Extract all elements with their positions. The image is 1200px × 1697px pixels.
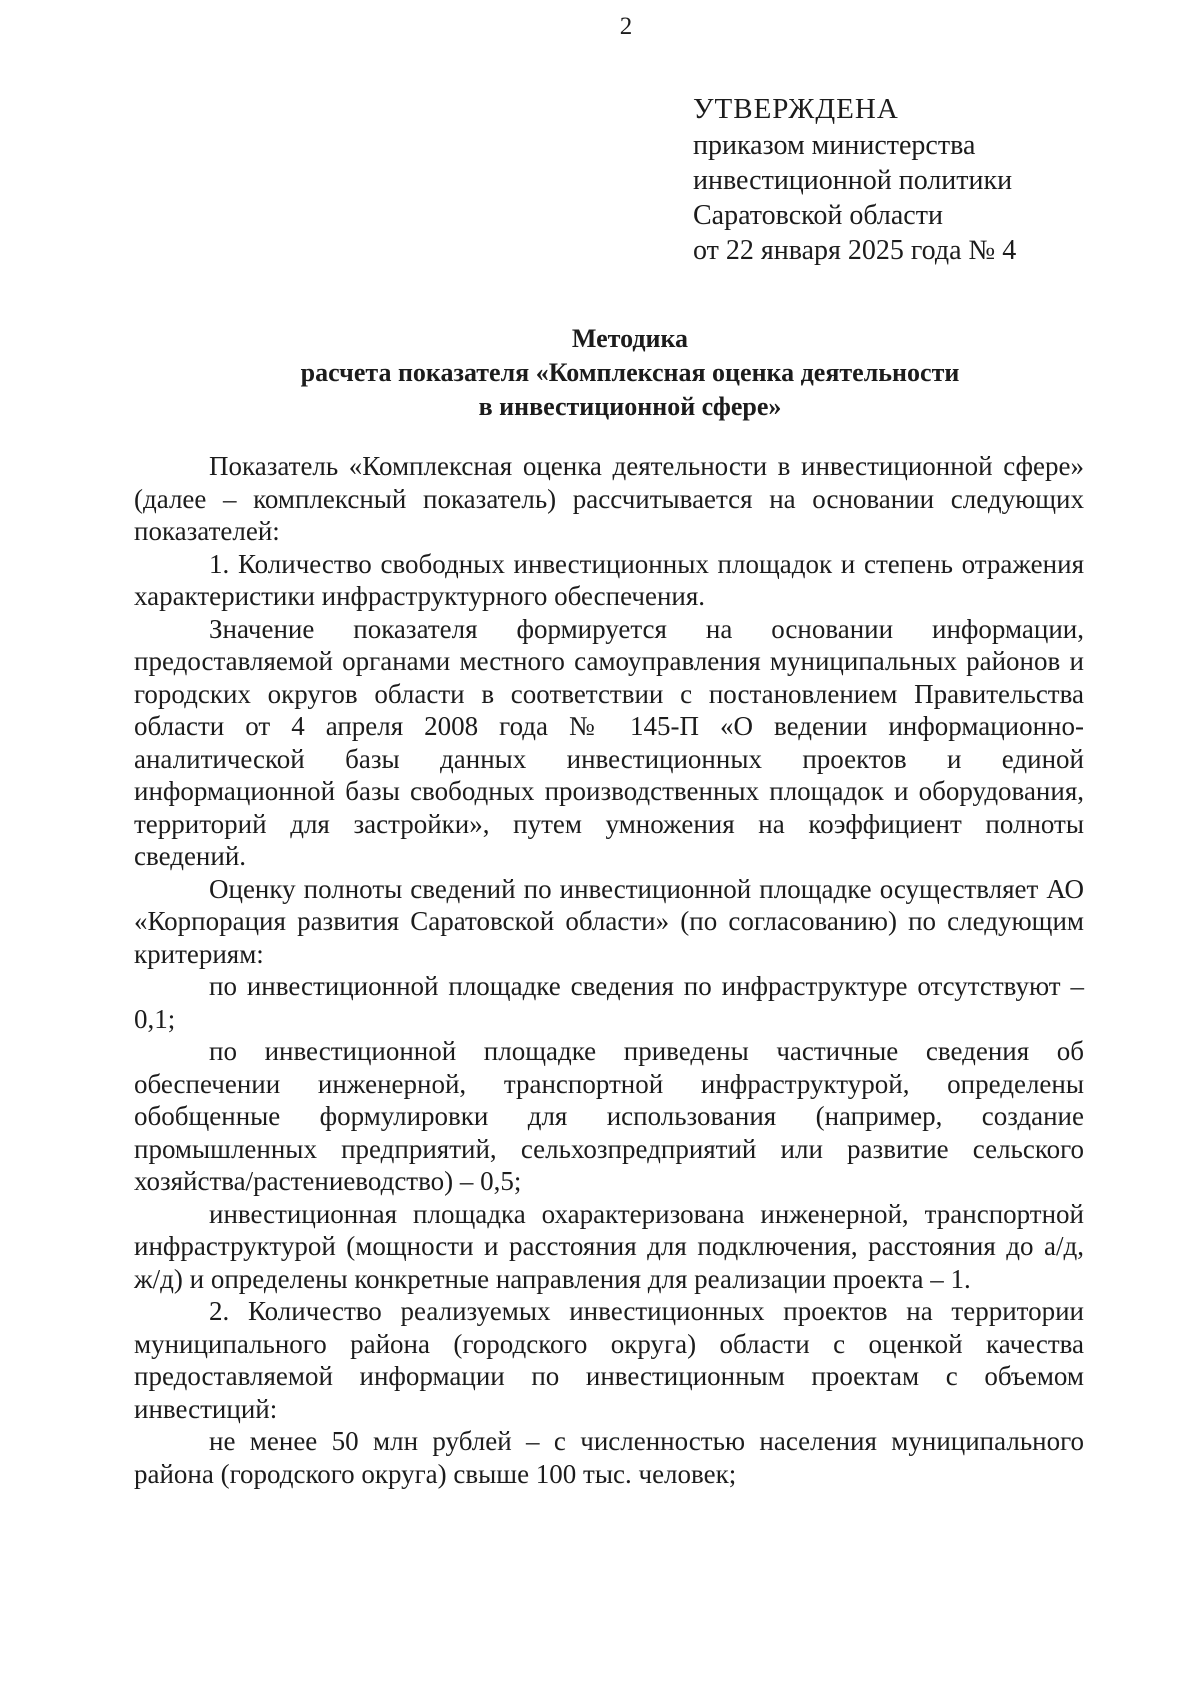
criterion-item: по инвестиционной площадке сведения по инфраструктуре отсутствуют – 0,1; bbox=[134, 971, 1084, 1034]
numbered-item: 1. Количество свободных инвестиционных площадок и степень отражения характеристики инфраструктурного обеспечения. bbox=[134, 548, 1084, 611]
paragraph: Показатель «Комплексная оценка деятельности в инвестиционной сфере» (далее – комплексный показатель) рассчитывается на основании следующих показателей: bbox=[134, 451, 1084, 546]
document-title bbox=[60, 322, 1200, 424]
approval-line: Саратовской области bbox=[693, 200, 943, 231]
paragraph: Оценку полноты сведений по инвестиционной площадке осуществляет АО «Корпорация развития Саратовской области» (по согласованию) по следующим критериям: bbox=[134, 873, 1084, 969]
document-body bbox=[134, 450, 1084, 1490]
title-line: расчета показателя «Комплексная оценка деятельности bbox=[300, 358, 960, 387]
approval-line: инвестиционной политики bbox=[693, 165, 1013, 196]
page-number: 2 bbox=[619, 13, 633, 40]
approval-line: приказом министерства bbox=[693, 130, 976, 161]
paragraph: не менее 50 млн рублей – с численностью населения муниципального района (городского округа) свыше 100 тыс. человек; bbox=[134, 1426, 1084, 1489]
paragraph: Значение показателя формируется на основании информации, предоставляемой органами местного самоуправления муниципальных районов и городских округов области в соответствии с постановлением Правительства области от 4 апреля 2008 года № 145-П «О ведении информационно-аналитической базы данных инвестиционных проектов и единой информационной базы свободных производственных площадок и оборудования, территорий для застройки», путем умножения на коэффициент полноты сведений. bbox=[134, 613, 1084, 871]
approval-title: УТВЕРЖДЕНА bbox=[693, 93, 899, 125]
title-line: в инвестиционной сфере» bbox=[478, 392, 782, 421]
approval-stamp bbox=[693, 92, 1016, 268]
criterion-item: инвестиционная площадка охарактеризована инженерной, транспортной инфраструктурой (мощности и расстояния для подключения, расстояния до а/д, ж/д) и определены конкретные направления для реализации проекта – 1. bbox=[134, 1198, 1084, 1294]
criterion-item: по инвестиционной площадке приведены частичные сведения об обеспечении инженерной, транспортной инфраструктурой, определены обобщенные формулировки для использования (например, создание промышленных предприятий, сельхозпредприятий или развитие сельского хозяйства/растениеводство) – 0,5; bbox=[134, 1036, 1084, 1196]
numbered-item: 2. Количество реализуемых инвестиционных проектов на территории муниципального района (городского округа) области с оценкой качества предоставляемой информации по инвестиционным проектам с объемом инвестиций: bbox=[134, 1296, 1084, 1424]
title-line: Методика bbox=[571, 324, 689, 353]
approval-line: от 22 января 2025 года № 4 bbox=[693, 235, 1017, 266]
